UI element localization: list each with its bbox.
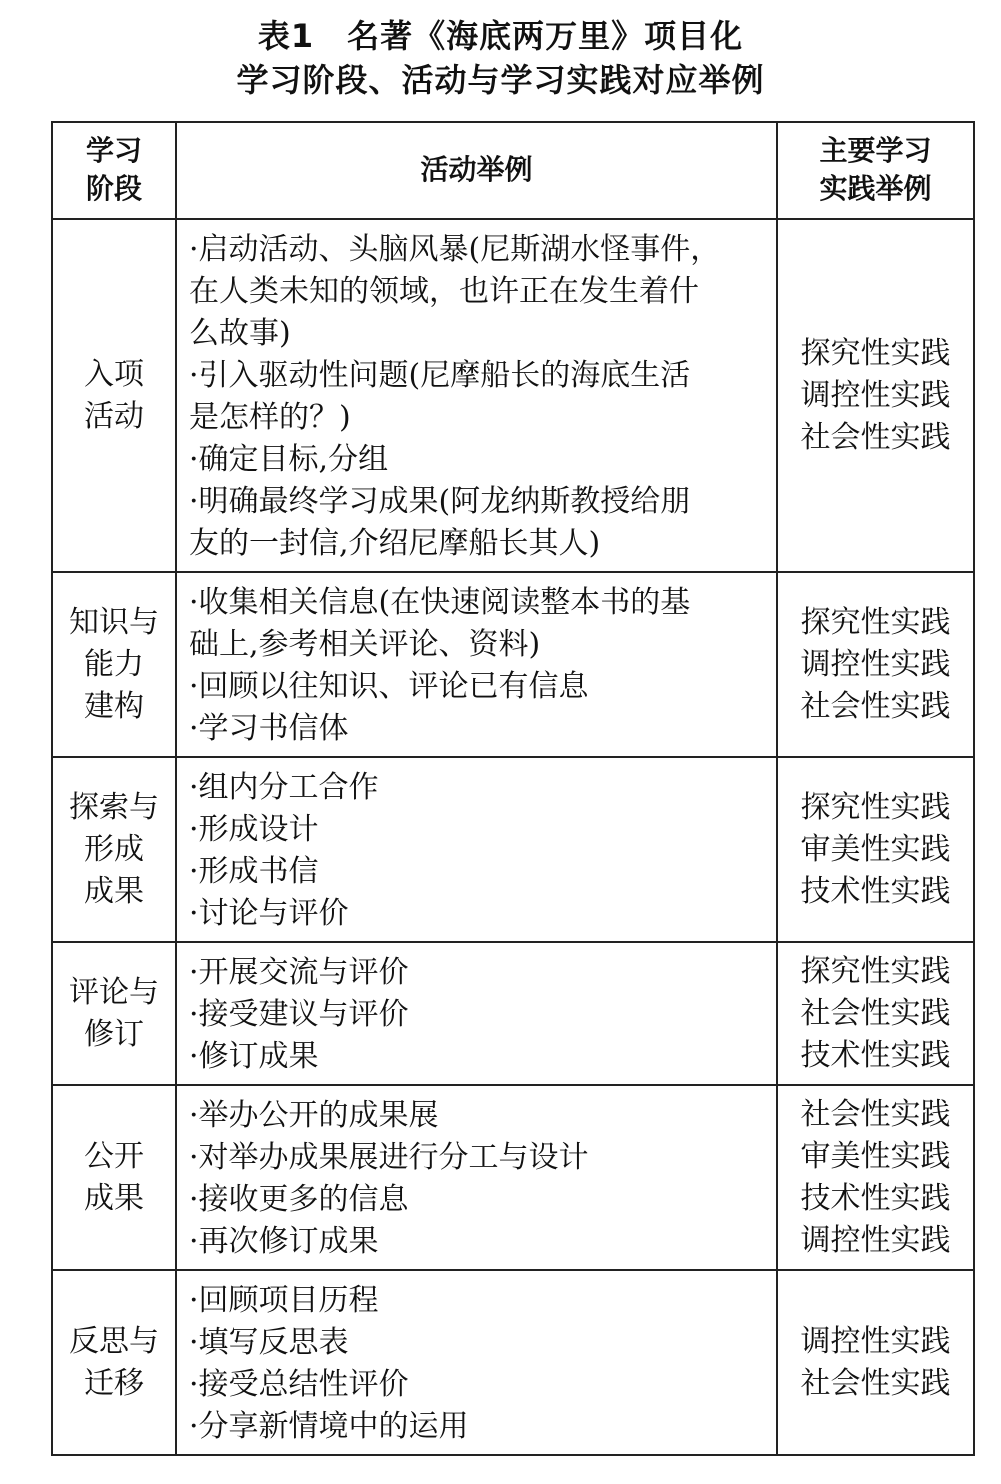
activity-item	[189, 355, 766, 439]
stage-cell	[52, 572, 176, 757]
stage-line: 反思与	[69, 1323, 159, 1359]
activity-line: ·对举办成果展进行分工与设计	[189, 1140, 589, 1175]
activity-line: 是怎样的？)	[189, 400, 351, 435]
header-row	[52, 122, 974, 219]
activity-line: 么故事)	[189, 316, 291, 351]
activity-item	[189, 1322, 766, 1364]
activity-line: ·回顾项目历程	[189, 1283, 379, 1318]
activity-item	[189, 1137, 766, 1179]
practices-cell	[777, 1270, 974, 1455]
stage-line: 评论与	[69, 974, 159, 1010]
practice-item: 技术性实践	[800, 1037, 951, 1073]
activity-line: ·引入驱动性问题(尼摩船长的海底生活	[189, 358, 691, 393]
practice-item: 技术性实践	[800, 1180, 951, 1216]
header-practices	[777, 122, 974, 219]
practices-cell	[777, 219, 974, 572]
stage-line: 迁移	[84, 1365, 144, 1401]
activity-line: ·组内分工合作	[189, 770, 379, 805]
activity-line: ·形成设计	[189, 812, 319, 847]
stage-line: 入项	[84, 356, 144, 392]
activities-cell	[176, 572, 777, 757]
activity-item	[189, 1221, 766, 1263]
stage-cell	[52, 1270, 176, 1455]
stage-line: 成果	[84, 873, 144, 909]
stage-line: 成果	[84, 1180, 144, 1216]
table-caption	[0, 14, 1001, 102]
practices-cell	[777, 1085, 974, 1270]
activity-line: ·确定目标,分组	[189, 442, 389, 477]
stage-line: 建构	[84, 688, 144, 724]
table-row	[52, 1270, 974, 1455]
table-body	[52, 219, 974, 1455]
practices-cell	[777, 572, 974, 757]
stage-line: 修订	[84, 1016, 144, 1052]
activity-item	[189, 851, 766, 893]
activity-item	[189, 1179, 766, 1221]
practice-item: 探究性实践	[800, 789, 951, 825]
activity-item	[189, 1364, 766, 1406]
activity-item	[189, 582, 766, 666]
practice-item: 社会性实践	[800, 688, 951, 724]
activity-item	[189, 439, 766, 481]
activity-item	[189, 708, 766, 750]
stage-line: 探索与	[69, 789, 159, 825]
practices-cell	[777, 942, 974, 1085]
activities-cell	[176, 1085, 777, 1270]
activities-cell	[176, 219, 777, 572]
stage-activity-table	[51, 121, 975, 1456]
practice-item: 社会性实践	[800, 419, 951, 455]
practice-item: 调控性实践	[800, 1222, 951, 1258]
stage-line: 活动	[84, 398, 144, 434]
stage-cell	[52, 942, 176, 1085]
stage-line: 公开	[84, 1138, 144, 1174]
practice-item: 探究性实践	[800, 953, 951, 989]
practice-item: 探究性实践	[800, 335, 951, 371]
practice-item: 审美性实践	[800, 831, 951, 867]
practices-cell	[777, 757, 974, 942]
stage-cell	[52, 219, 176, 572]
header-stage	[52, 122, 176, 219]
header-activities	[176, 122, 777, 219]
header-practices-line: 实践举例	[819, 172, 932, 205]
stage-line: 形成	[84, 831, 144, 867]
activity-item	[189, 893, 766, 935]
activity-line: ·再次修订成果	[189, 1224, 379, 1259]
activity-line: ·修订成果	[189, 1039, 319, 1074]
practice-item: 审美性实践	[800, 1138, 951, 1174]
activity-item	[189, 952, 766, 994]
activities-cell	[176, 757, 777, 942]
practice-item: 调控性实践	[800, 1323, 951, 1359]
activity-line: ·举办公开的成果展	[189, 1098, 439, 1133]
activity-line: ·接收更多的信息	[189, 1182, 409, 1217]
header-stage-line: 学习	[85, 134, 142, 167]
activity-item	[189, 1406, 766, 1448]
practice-item: 社会性实践	[800, 995, 951, 1031]
activity-line: ·收集相关信息(在快速阅读整本书的基	[189, 585, 691, 620]
activity-item	[189, 229, 766, 355]
activity-line: ·填写反思表	[189, 1325, 349, 1360]
activity-item	[189, 1095, 766, 1137]
activity-line: ·形成书信	[189, 854, 319, 889]
activities-cell	[176, 942, 777, 1085]
activity-line: ·学习书信体	[189, 711, 349, 746]
activity-line: ·分享新情境中的运用	[189, 1409, 469, 1444]
activity-line: ·启动活动、头脑风暴(尼斯湖水怪事件，	[189, 232, 721, 267]
activity-line: ·讨论与评价	[189, 896, 349, 931]
caption-line-2: 学习阶段、活动与学习实践对应举例	[236, 61, 765, 99]
table-row	[52, 219, 974, 572]
stage-cell	[52, 757, 176, 942]
activity-line: ·明确最终学习成果(阿龙纳斯教授给朋	[189, 484, 691, 519]
activity-item	[189, 481, 766, 565]
activity-line: 在人类未知的领域，也许正在发生着什	[189, 274, 699, 309]
table-row	[52, 1085, 974, 1270]
practice-item: 调控性实践	[800, 377, 951, 413]
activity-line: 础上,参考相关评论、资料)	[189, 627, 541, 662]
practice-item: 调控性实践	[800, 646, 951, 682]
header-activities-label: 活动举例	[420, 153, 533, 186]
stage-cell	[52, 1085, 176, 1270]
activity-line: ·接受建议与评价	[189, 997, 409, 1032]
activity-item	[189, 1036, 766, 1078]
activity-line: ·开展交流与评价	[189, 955, 409, 990]
header-stage-line: 阶段	[85, 172, 142, 205]
activities-cell	[176, 1270, 777, 1455]
practice-item: 社会性实践	[800, 1096, 951, 1132]
activity-item	[189, 809, 766, 851]
activity-line: 友的一封信,介绍尼摩船长其人)	[189, 526, 601, 561]
activity-item	[189, 994, 766, 1036]
table-row	[52, 757, 974, 942]
stage-line: 能力	[84, 646, 144, 682]
activity-line: ·接受总结性评价	[189, 1367, 409, 1402]
activity-line: ·回顾以往知识、评论已有信息	[189, 669, 589, 704]
header-practices-line: 主要学习	[819, 134, 932, 167]
caption-line-1: 表1 名著《海底两万里》项目化	[257, 17, 744, 55]
table-row	[52, 572, 974, 757]
activity-item	[189, 767, 766, 809]
practice-item: 社会性实践	[800, 1365, 951, 1401]
activity-item	[189, 666, 766, 708]
practice-item: 技术性实践	[800, 873, 951, 909]
stage-line: 知识与	[69, 604, 159, 640]
activity-item	[189, 1280, 766, 1322]
practice-item: 探究性实践	[800, 604, 951, 640]
table-row	[52, 942, 974, 1085]
